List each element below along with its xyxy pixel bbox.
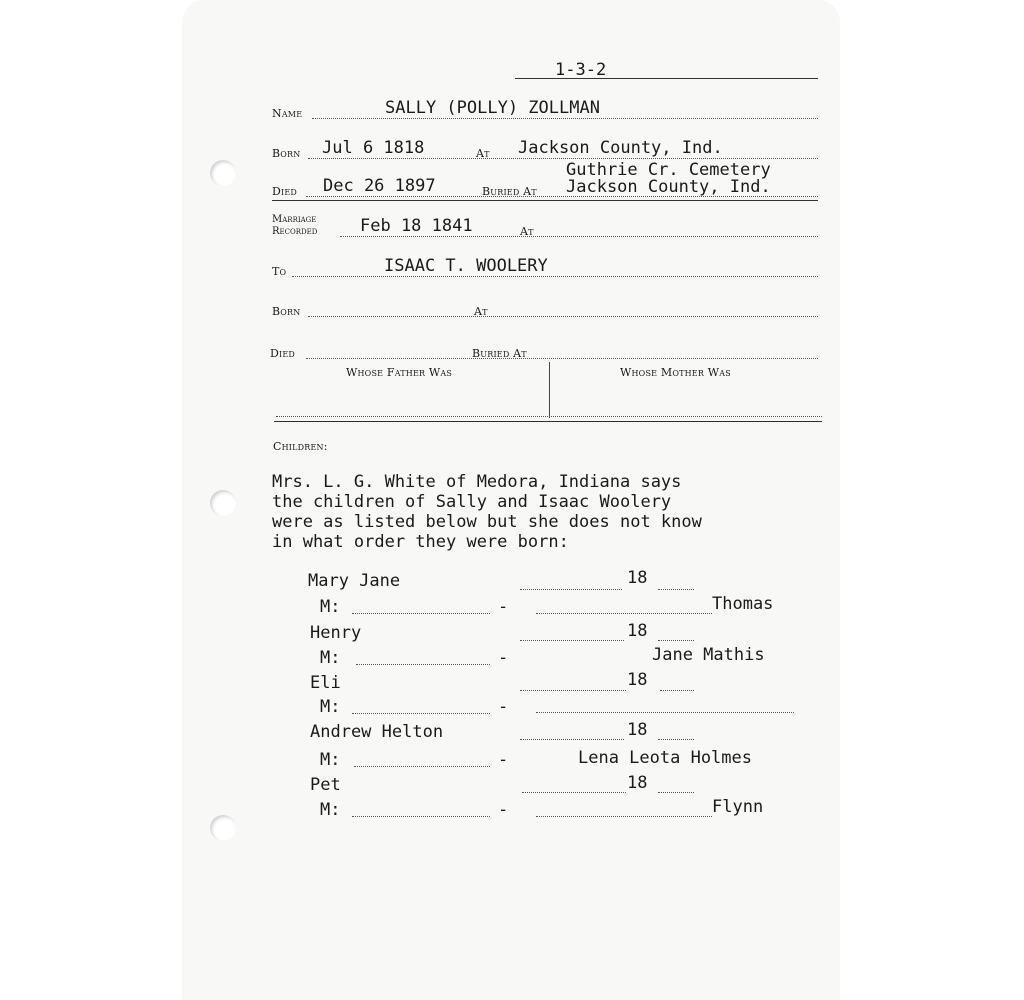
child-dash: - xyxy=(498,800,509,820)
child-spouse: Lena Leota Holmes xyxy=(578,748,752,768)
recorded-label: Recorded xyxy=(272,226,318,237)
card-number: 1-3-2 xyxy=(555,60,607,80)
child-marriage-line xyxy=(352,713,490,714)
punch-hole xyxy=(210,815,236,841)
spouse-buried-at-label: Buried At xyxy=(472,347,527,360)
born-date: Jul 6 1818 xyxy=(322,138,425,158)
born-place: Jackson County, Ind. xyxy=(518,138,723,158)
child-name: Andrew Helton xyxy=(310,722,444,742)
spouse-born-line xyxy=(308,316,818,317)
buried-place: Jackson County, Ind. xyxy=(566,177,771,197)
marriage-line xyxy=(340,236,818,237)
child-marriage-label: M: xyxy=(320,750,341,770)
child-name: Mary Jane xyxy=(308,571,401,591)
to-label: To xyxy=(272,265,287,278)
child-name: Henry xyxy=(310,623,362,643)
spouse-died-label: Died xyxy=(270,347,296,360)
buried-cemetery: Guthrie Cr. Cemetery xyxy=(566,160,771,180)
to-line xyxy=(292,276,818,277)
punch-hole xyxy=(210,160,236,186)
child-year-line xyxy=(658,589,694,590)
subject-name: SALLY (POLLY) ZOLLMAN xyxy=(385,98,600,118)
father-label: Whose Father Was xyxy=(346,366,453,379)
child-year-line xyxy=(658,640,694,641)
marriage-label: Marriage xyxy=(272,214,317,225)
child-spouse-line xyxy=(536,712,794,713)
marriage-date: Feb 18 1841 xyxy=(360,216,473,236)
died-label: Died xyxy=(272,185,298,198)
born-at-label: At xyxy=(476,147,490,160)
child-year-line xyxy=(660,690,694,691)
child-date-line xyxy=(520,739,624,740)
child-marriage-line xyxy=(352,816,490,817)
child-marriage-label: M: xyxy=(320,648,341,668)
spouse-born-label: Born xyxy=(272,305,301,318)
child-year: 18 xyxy=(627,670,648,690)
child-year: 18 xyxy=(627,568,648,588)
child-date-line xyxy=(520,589,622,590)
card-number-line xyxy=(515,78,818,79)
subject-divider xyxy=(272,200,818,201)
child-dash: - xyxy=(498,750,509,770)
child-marriage-line xyxy=(352,613,490,614)
child-marriage-label: M: xyxy=(320,697,341,717)
mother-label: Whose Mother Was xyxy=(620,366,731,379)
name-line xyxy=(312,118,818,119)
name-label: Name xyxy=(272,107,303,120)
child-name: Pet xyxy=(310,775,341,795)
parents-bottom-rule xyxy=(274,421,822,422)
child-date-line xyxy=(520,640,624,641)
child-dash: - xyxy=(498,648,509,668)
born-label: Born xyxy=(272,147,301,160)
buried-at-label: Buried At xyxy=(482,185,537,198)
died-date: Dec 26 1897 xyxy=(323,176,436,196)
parents-line xyxy=(276,416,822,417)
died-line xyxy=(306,196,818,197)
children-label: Children: xyxy=(273,440,328,453)
child-spouse: Flynn xyxy=(712,797,764,817)
child-date-line xyxy=(522,792,626,793)
child-spouse: Jane Mathis xyxy=(652,645,765,665)
children-note: Mrs. L. G. White of Medora, Indiana says the children of Sally and Isaac Woolery were as listed below but she does not know in what order they were born: xyxy=(272,472,702,552)
child-year-line xyxy=(658,739,694,740)
child-name: Eli xyxy=(310,673,341,693)
child-marriage-label: M: xyxy=(320,597,341,617)
child-spouse-line xyxy=(536,816,712,817)
child-year: 18 xyxy=(627,621,648,641)
punch-hole xyxy=(210,490,236,516)
child-marriage-line xyxy=(354,766,490,767)
child-marriage-line xyxy=(356,664,490,665)
marriage-at-label: At xyxy=(520,225,534,238)
child-date-line xyxy=(520,690,626,691)
child-spouse: Thomas xyxy=(712,594,774,614)
born-line xyxy=(308,158,818,159)
parents-divider xyxy=(549,362,550,418)
child-spouse-line xyxy=(536,613,712,614)
child-marriage-label: M: xyxy=(320,800,341,820)
spouse-born-at-label: At xyxy=(474,305,488,318)
spouse-name: ISAAC T. WOOLERY xyxy=(384,256,548,276)
child-dash: - xyxy=(498,597,509,617)
child-year-line xyxy=(658,792,694,793)
child-dash: - xyxy=(498,697,509,717)
spouse-died-line xyxy=(306,358,818,359)
child-year: 18 xyxy=(627,720,648,740)
child-year: 18 xyxy=(627,773,648,793)
